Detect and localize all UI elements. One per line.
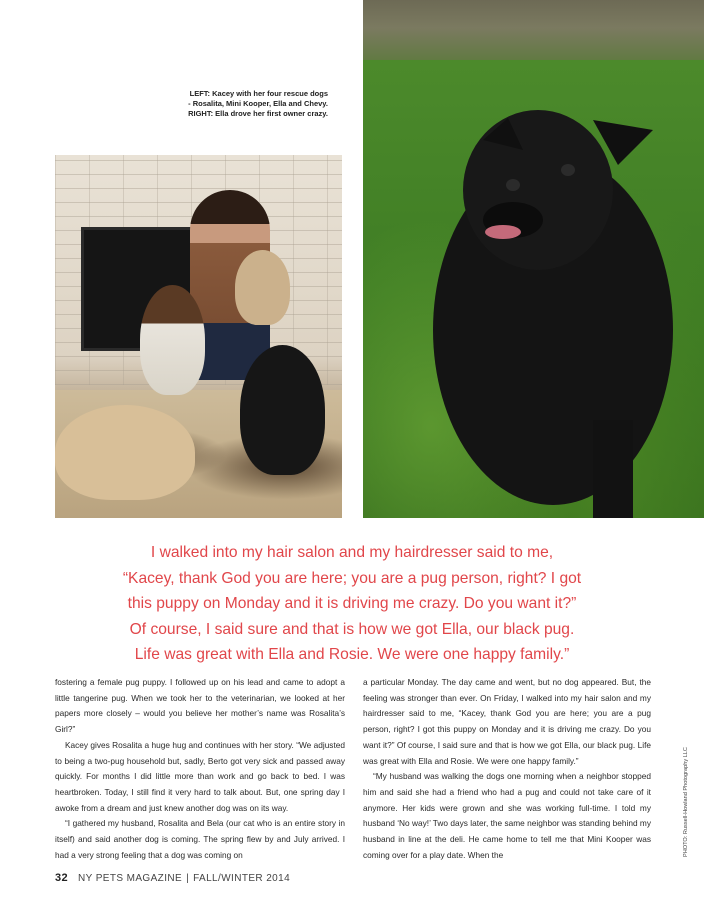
body-paragraph: fostering a female pug puppy. I followed up on his lead and came to adopt a little tangerine pug. When we took her to the veterinarian, we looked at her papers more closely – would you believe her mother’s name was Rosalita’s Girl?”	[55, 677, 345, 735]
issue-label: FALL/WINTER 2014	[193, 873, 291, 884]
photo-dog-beagle	[140, 285, 205, 395]
photo-caption: LEFT: Kacey with her four rescue dogs - Rosalita, Mini Kooper, Ella and Chevy. RIGHT: Ella drove her first owner crazy.	[188, 89, 328, 118]
body-column-left	[55, 675, 345, 863]
body-paragraph: “My husband was walking the dogs one morning when a neighbor stopped him and said she had a friend who had a pug and could not take care of it anymore. Her kids were grown and she was working full-time. I told my husband ‘No way!’ Two days later, the same neighbor was standing behind my husband in line at the deli. He came home to tell me that Mini Kooper was coming over for a play date. When the	[363, 771, 651, 860]
photo-dog-fawn-pug-front	[55, 405, 195, 500]
page-footer	[55, 872, 290, 884]
pull-quote-line: Life was great with Ella and Rosie. We were one happy family.”	[134, 646, 570, 663]
magazine-name: NY PETS MAGAZINE	[78, 873, 183, 884]
pull-quote-line: this puppy on Monday and it is driving me crazy. Do you want it?”	[127, 595, 577, 612]
black-pug-illustration	[363, 0, 704, 518]
body-paragraph: a particular Monday. The day came and went, but no dog appeared. But, the feeling was stronger than ever. On Friday, I walked into my hair salon and my hairdresser said to me, “Kacey, thank God you are here; you are a pug person, right? I got this puppy on Monday and it is driving me crazy. Do you want it?” Of course, I said sure and that is how we got Ella, our black pug. Life was great with Ella and Rosie. We were one happy family.”	[363, 677, 651, 766]
body-column-right	[363, 675, 651, 863]
photo-credit: PHOTO: Russell-Howland Photography LLC	[683, 747, 689, 857]
pull-quote-line: I walked into my hair salon and my hairdresser said to me,	[150, 544, 554, 561]
pull-quote-line: “Kacey, thank God you are here; you are a pug person, right? I got	[122, 569, 582, 587]
photo-black-pug-ella	[363, 0, 704, 518]
footer-separator: |	[186, 873, 190, 884]
photo-kacey-with-dogs	[55, 155, 342, 518]
pull-quote-line: Of course, I said sure and that is how we got Ella, our black pug.	[129, 620, 575, 638]
photo-dog-black-pug	[240, 345, 325, 475]
pull-quote	[0, 540, 704, 668]
photo-dog-fawn-pug-top	[235, 250, 290, 325]
page-number: 32	[55, 872, 69, 884]
body-paragraph: “I gathered my husband, Rosalita and Bela (our cat who is an entire story in itself) and said another dog is coming. The spring flew by and July arrived. I had a very strong feeling that a dog was coming on	[55, 818, 345, 860]
body-paragraph: Kacey gives Rosalita a huge hug and continues with her story. “We adjusted to being a two-pug household but, sadly, Berto got very sick and passed away quickly. For months I did little more than work and go back to bed. I was heartbroken. Today, I still find it very hard to talk about. But, one spring day I awoke from a dream and just knew another dog was on its way.	[55, 739, 345, 813]
